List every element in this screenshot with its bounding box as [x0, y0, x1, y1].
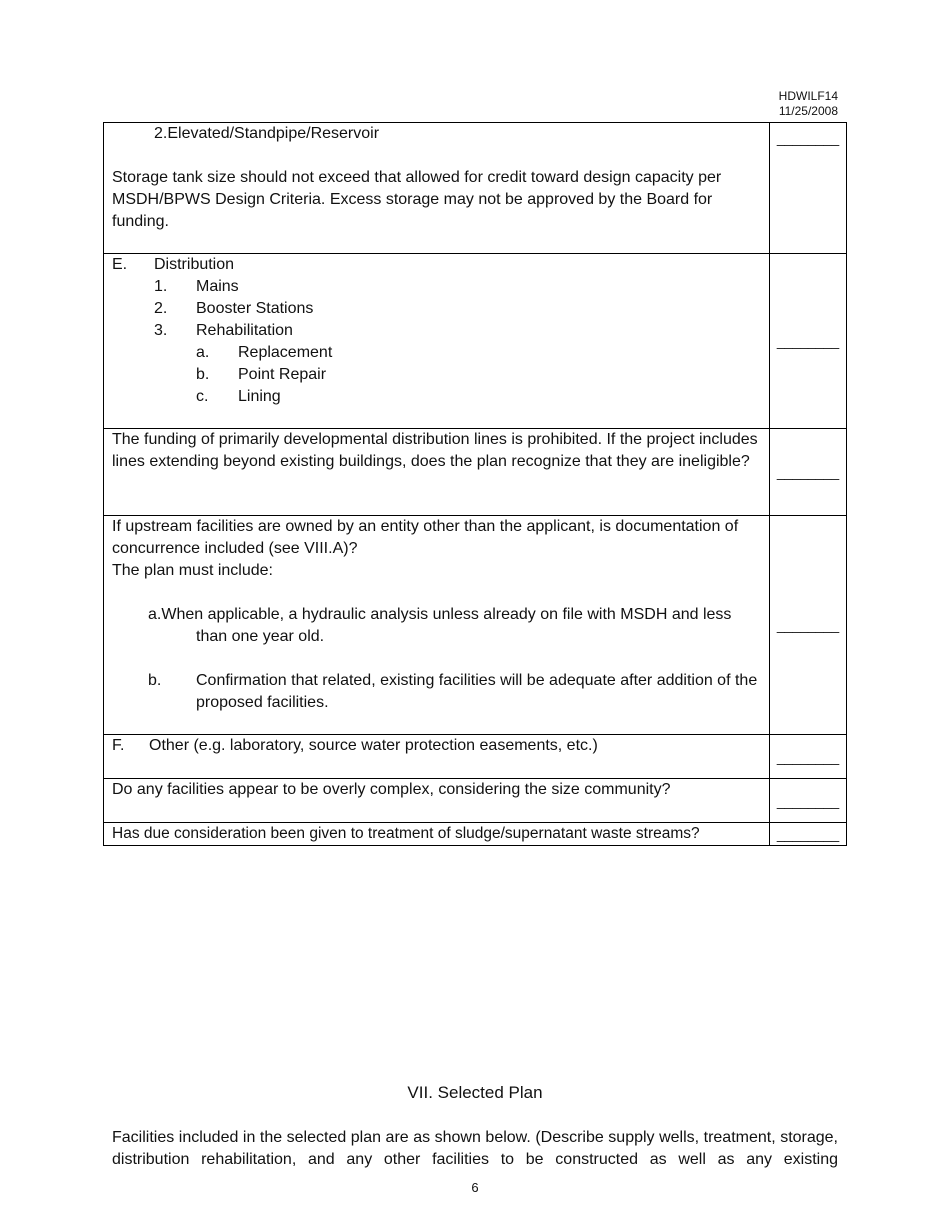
form-date: 11/25/2008: [778, 104, 838, 118]
table-row: [104, 779, 847, 823]
form-header: [779, 89, 838, 119]
developmental-text: The funding of primarily developmental distribution lines is prohibited. If the project includes lines extending beyond existing buildings, does the plan recognize that they are ineligible?: [112, 431, 758, 470]
section-text: Facilities included in the selected plan are as shown below. (Describe supply wells, treatment, storage, distribution rehabilitation, and any other facilities to be constructed as well as any existing: [112, 1129, 838, 1168]
developmental-question: [104, 429, 770, 516]
developmental-answer-blank[interactable]: ________: [770, 429, 847, 516]
upstream-answer-blank[interactable]: ________: [770, 516, 847, 735]
distribution-question: [104, 254, 770, 429]
list-item: a. Replacement: [196, 344, 333, 361]
sludge-question: [104, 823, 770, 846]
other-answer-blank[interactable]: ________: [770, 735, 847, 779]
table-row: [104, 429, 847, 516]
review-checklist-table: [103, 122, 847, 846]
upstream-item-a: a.When applicable, a hydraulic analysis unless already on file with MSDH and less than one year old.: [148, 606, 732, 645]
table-row: [104, 735, 847, 779]
storage-text: Storage tank size should not exceed that allowed for credit toward design capacity per MSDH/BPWS Design Criteria. Excess storage may not be approved by the Board for funding.: [112, 169, 722, 230]
other-letter: F.: [112, 737, 125, 754]
distribution-answer-blank[interactable]: ________: [770, 254, 847, 429]
distribution-heading: E. Distribution: [112, 256, 235, 273]
sludge-answer-blank[interactable]: ________: [770, 823, 847, 846]
upstream-text: If upstream facilities are owned by an entity other than the applicant, is documentation of concurrence included (see VIII.A)?: [112, 518, 739, 557]
other-question: [104, 735, 770, 779]
sludge-text: Has due consideration been given to treatment of sludge/supernatant waste streams?: [112, 825, 700, 842]
other-text: Other (e.g. laboratory, source water protection easements, etc.): [149, 737, 598, 754]
section-title: VII. Selected Plan: [407, 1083, 543, 1102]
table-row: [104, 254, 847, 429]
list-item: 2. Booster Stations: [154, 300, 314, 317]
list-item: b. Point Repair: [196, 366, 327, 383]
storage-title: 2.Elevated/Standpipe/Reservoir: [154, 125, 380, 142]
storage-question: [104, 123, 770, 254]
table-row: [104, 516, 847, 735]
complex-answer-blank[interactable]: ________: [770, 779, 847, 823]
table-row: [104, 823, 847, 846]
complex-text: Do any facilities appear to be overly complex, considering the size community?: [112, 781, 671, 798]
upstream-requirement: The plan must include:: [112, 562, 273, 579]
form-id: HDWILF14: [778, 89, 838, 103]
upstream-question: [104, 516, 770, 735]
list-item: 3. Rehabilitation: [154, 322, 293, 339]
upstream-item-b: b. Confirmation that related, existing facilities will be adequate after addition of the proposed facilities.: [148, 672, 758, 711]
list-item: 1. Mains: [154, 278, 239, 295]
list-item: c. Lining: [196, 388, 281, 405]
page-number: 6: [471, 1180, 479, 1195]
complex-question: [104, 779, 770, 823]
storage-answer-blank[interactable]: ________: [770, 123, 847, 254]
table-row: [104, 123, 847, 254]
